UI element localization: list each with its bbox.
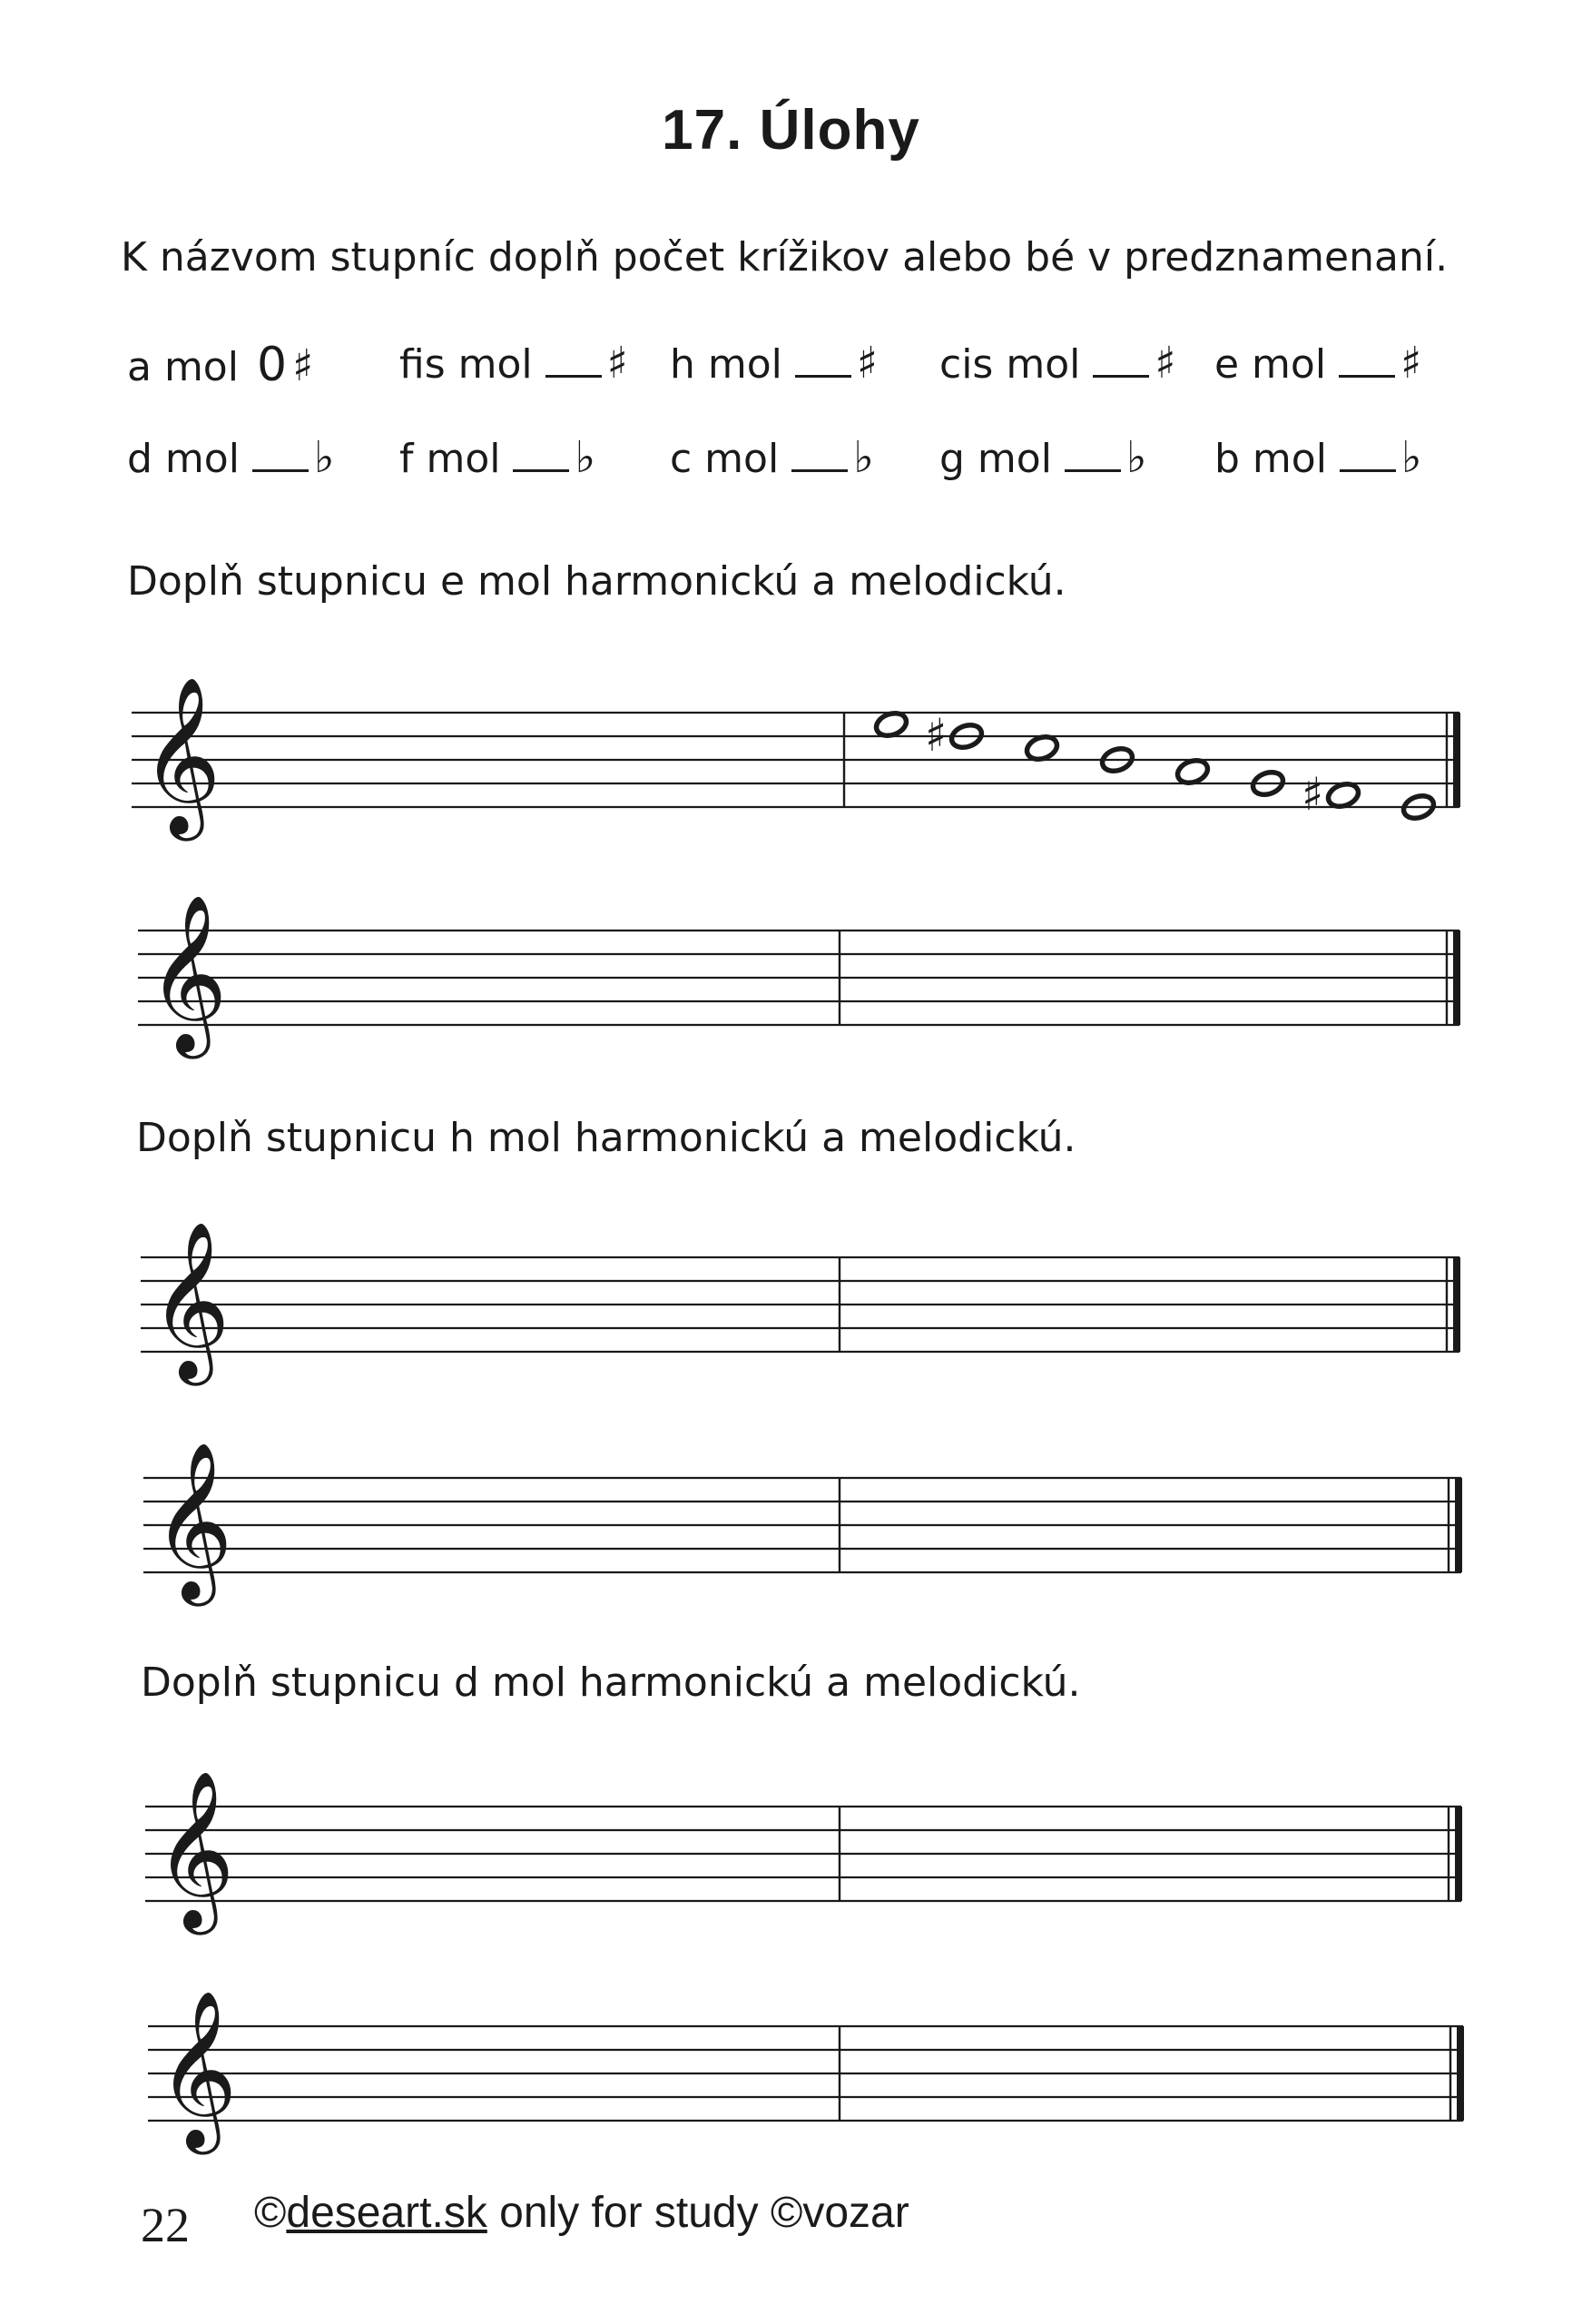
flat-icon: ♭	[853, 432, 874, 483]
whole-note	[1024, 733, 1060, 763]
whole-note	[873, 709, 909, 739]
sharp-icon: ♯	[1155, 338, 1176, 389]
page-title: 17. Úlohy	[662, 99, 920, 162]
sharp-icon: ♯	[856, 338, 879, 389]
treble-clef-icon: 𝄞	[147, 894, 228, 1052]
key-name: e mol	[1214, 341, 1327, 388]
sharp-icon: ♯	[925, 709, 948, 762]
key-name: a mol	[127, 344, 239, 390]
key-name: f mol	[399, 436, 501, 482]
key-name: cis mol	[939, 341, 1081, 388]
copyright-prefix: ©	[254, 2189, 287, 2237]
final-barline-thick	[1455, 1478, 1462, 1572]
key-name: h mol	[670, 341, 782, 388]
page-number: 22	[141, 2198, 190, 2252]
flat-icon: ♭	[1125, 432, 1147, 483]
whole-note	[1325, 780, 1361, 810]
key-name: c mol	[670, 436, 780, 482]
treble-clef-icon: 𝄞	[141, 676, 221, 834]
task1-instruction: K názvom stupníc doplň počet krížikov alebo bé v predznamenaní.	[121, 234, 1449, 281]
exercise-instruction-d-mol: Doplň stupnicu d mol harmonickú a melodickú.	[141, 1659, 1081, 1706]
flat-icon: ♭	[575, 432, 596, 483]
key-answer: 0	[256, 338, 288, 392]
key-name: g mol	[939, 436, 1052, 482]
final-barline-thick	[1455, 1807, 1462, 1901]
key-name: b mol	[1214, 436, 1327, 482]
key-name: d mol	[127, 436, 240, 482]
final-barline-thick	[1453, 1257, 1460, 1352]
exercise-instruction-h-mol: Doplň stupnicu h mol harmonickú a melodickú.	[136, 1115, 1076, 1161]
final-barline-thick	[1457, 2026, 1464, 2121]
final-barline-thick	[1453, 713, 1460, 807]
final-barline-thick	[1453, 931, 1460, 1025]
treble-clef-icon: 𝄞	[154, 1770, 235, 1928]
treble-clef-icon: 𝄞	[152, 1442, 233, 1600]
copyright-line	[254, 2188, 909, 2238]
whole-note	[1174, 756, 1211, 786]
copyright-rest: only for study ©vozar	[486, 2189, 909, 2237]
exercise-instruction-e-mol: Doplň stupnicu e mol harmonickú a melodickú.	[127, 558, 1066, 605]
flat-icon: ♭	[313, 432, 335, 483]
sharp-icon: ♯	[1400, 338, 1422, 389]
sharp-icon: ♯	[1302, 768, 1324, 821]
sharp-icon: ♯	[606, 338, 628, 389]
site-link[interactable]: deseart.sk	[286, 2189, 487, 2237]
key-name: fis mol	[399, 341, 533, 388]
flat-icon: ♭	[1400, 432, 1422, 483]
sharp-icon: ♯	[292, 340, 314, 391]
treble-clef-icon: 𝄞	[157, 1990, 238, 2148]
treble-clef-icon: 𝄞	[150, 1221, 231, 1379]
